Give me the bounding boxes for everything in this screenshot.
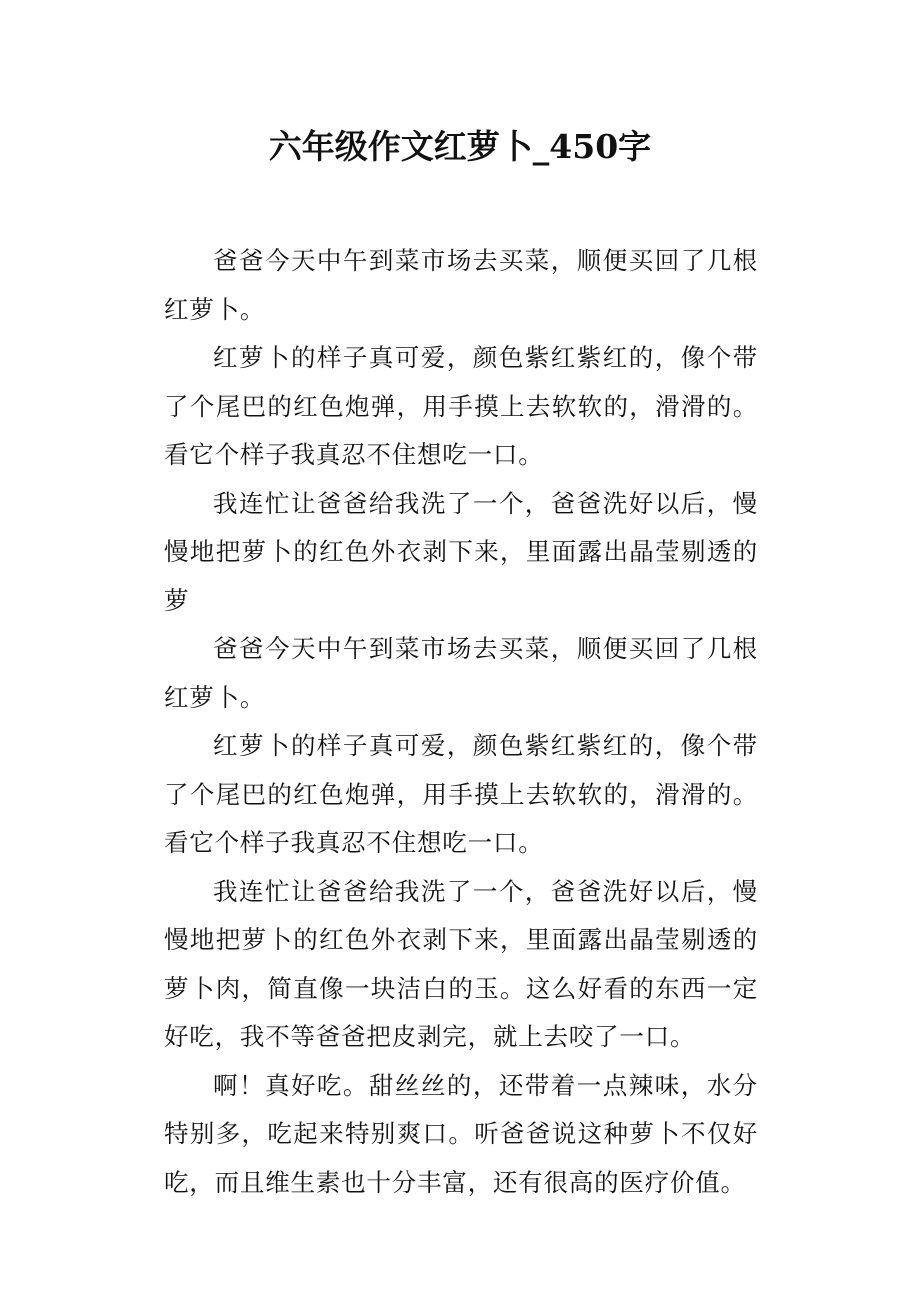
- paragraph-7: 啊！真好吃。甜丝丝的，还带着一点辣味，水分特别多，吃起来特别爽口。听爸爸说这种萝卜不仅好吃，而且维生素也十分丰富，还有很高的医疗价值。: [164, 1070, 758, 1197]
- document-title: 六年级作文红萝卜_450字: [268, 127, 652, 166]
- paragraph-2: 红萝卜的样子真可爱，颜色紫红紫红的，像个带了个尾巴的红色炮弹，用手摸上去软软的，滑滑的。看它个样子我真忍不住想吃一口。: [164, 343, 758, 469]
- paragraph-3: 我连忙让爸爸给我洗了一个，爸爸洗好以后，慢慢地把萝卜的红色外衣剥下来，里面露出晶莹剔透的萝: [164, 488, 758, 615]
- document-body: [164, 237, 758, 1207]
- paragraph-4: 爸爸今天中午到菜市场去买菜，顺便买回了几根红萝卜。: [164, 634, 758, 712]
- paragraph-6: 我连忙让爸爸给我洗了一个，爸爸洗好以后，慢慢地把萝卜的红色外衣剥下来，里面露出晶莹剔透的萝卜肉，简直像一块洁白的玉。这么好看的东西一定好吃，我不等爸爸把皮剥完，就上去咬了一口。: [164, 876, 758, 1051]
- paragraph-5: 红萝卜的样子真可爱，颜色紫红紫红的，像个带了个尾巴的红色炮弹，用手摸上去软软的，滑滑的。看它个样子我真忍不住想吃一口。: [164, 731, 758, 857]
- paragraph-1: 爸爸今天中午到菜市场去买菜，顺便买回了几根红萝卜。: [164, 246, 758, 324]
